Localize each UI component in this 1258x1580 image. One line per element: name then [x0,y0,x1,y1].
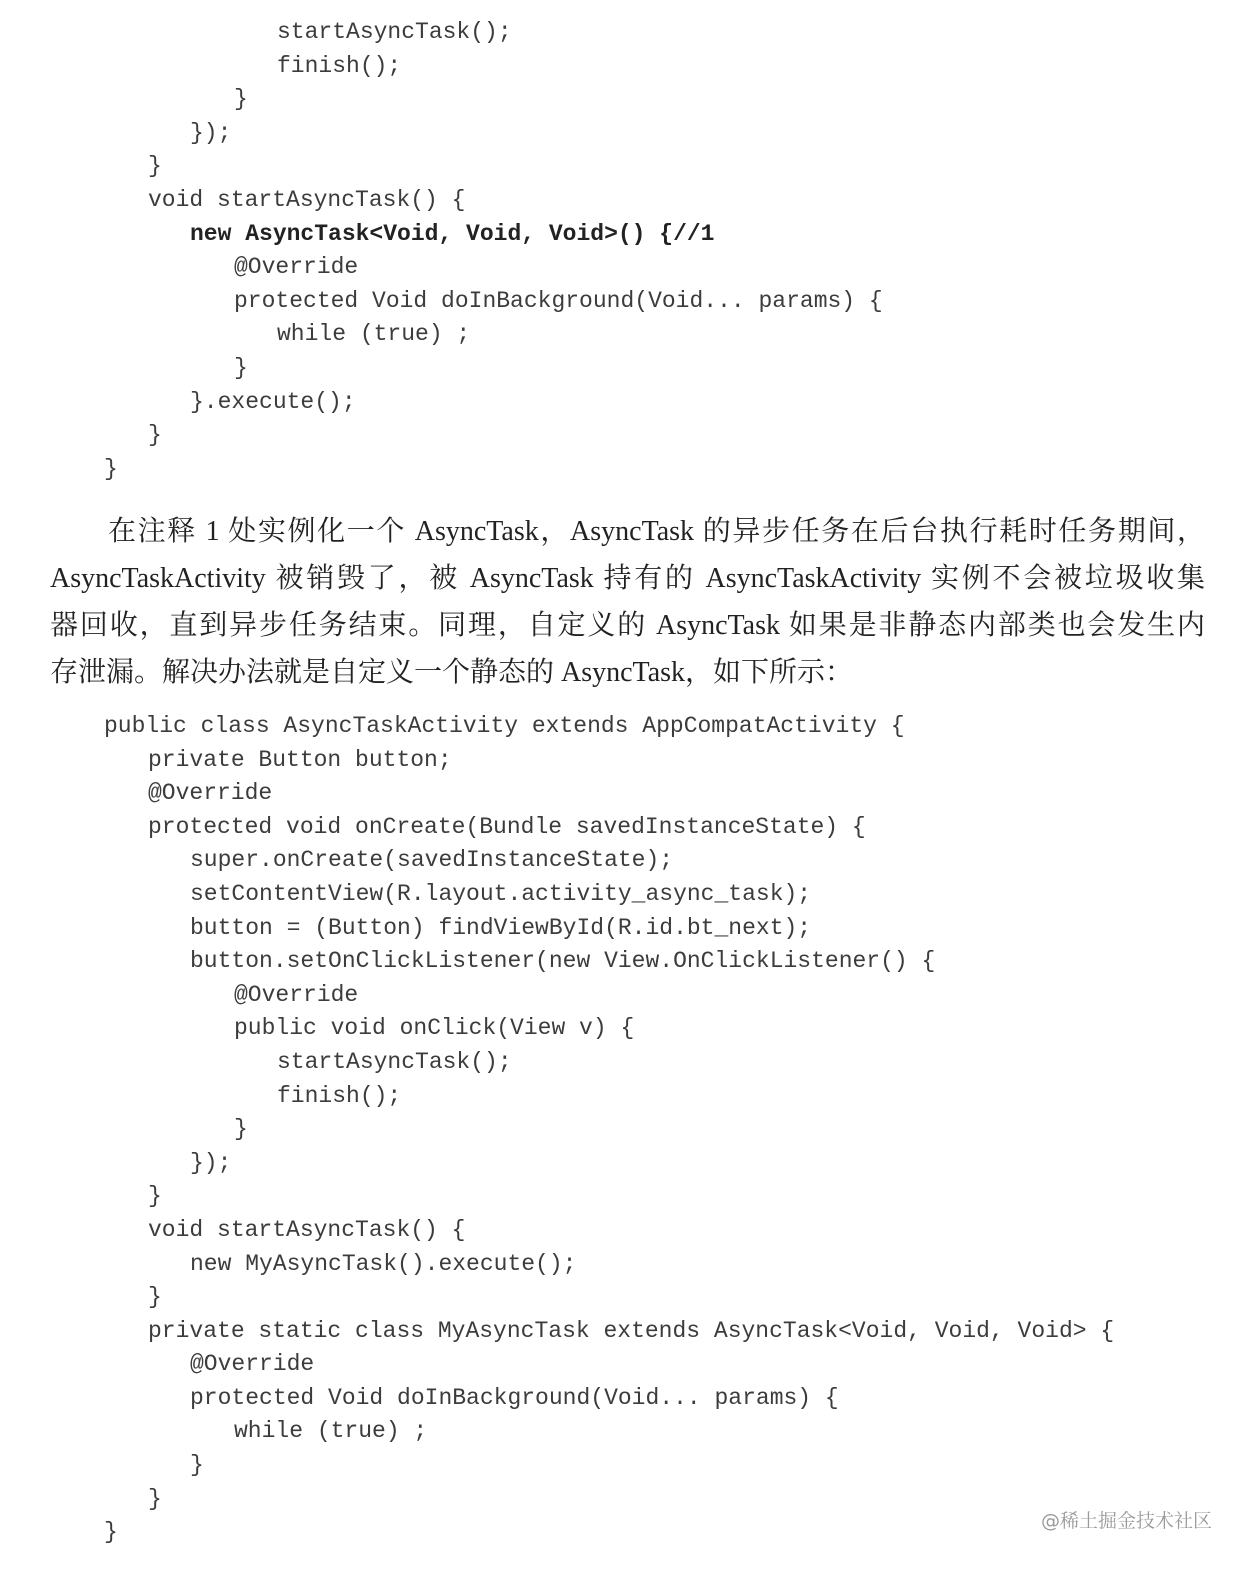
code-line: finish(); [277,52,402,79]
code-line: button.setOnClickListener(new View.OnClickListener() { [190,948,936,975]
code-line-highlighted: new AsyncTask<Void, Void, Void>() {//1 [190,220,715,247]
code-line: private static class MyAsyncTask extends AsyncTask<Void, Void, Void> { [148,1317,1115,1344]
code-line: void startAsyncTask() { [148,1216,466,1243]
paragraph-line: AsyncTaskActivity 被销毁了，被 AsyncTask 持有的 AsyncTaskActivity 实例不会被垃圾收集 [50,563,1205,594]
code-line: @Override [234,254,359,281]
code-line: new MyAsyncTask().execute(); [190,1250,577,1277]
code-line: protected void onCreate(Bundle savedInstanceState) { [148,813,866,840]
code-line: startAsyncTask(); [277,1048,512,1075]
code-line: @Override [190,1351,315,1378]
code-line: } [190,1452,204,1479]
code-line: protected Void doInBackground(Void... params) { [234,287,883,314]
code-line: }); [190,1149,232,1176]
code-line: } [148,1284,162,1311]
code-line: @Override [148,780,273,807]
code-line: button = (Button) findViewById(R.id.bt_next); [190,914,812,941]
code-line: } [234,1116,248,1143]
code-line: @Override [234,981,359,1008]
code-line: } [234,86,248,113]
code-line: while (true) ; [277,321,471,348]
code-line: void startAsyncTask() { [148,186,466,213]
code-block-1 [104,16,883,486]
code-line: } [104,455,118,482]
code-line: }); [190,119,232,146]
code-block-2 [104,710,1114,1550]
code-line: while (true) ; [234,1418,428,1445]
paragraph-line: 器回收，直到异步任务结束。同理，自定义的 AsyncTask 如果是非静态内部类也会发生内 [50,610,1205,641]
code-line: } [148,1485,162,1512]
code-line: public void onClick(View v) { [234,1015,635,1042]
code-line: protected Void doInBackground(Void... params) { [190,1384,839,1411]
code-line: finish(); [277,1082,402,1109]
code-line: public class AsyncTaskActivity extends AppCompatActivity { [104,713,905,739]
code-line: } [148,422,162,449]
code-line: setContentView(R.layout.activity_async_task); [190,880,812,907]
body-paragraph [50,508,1205,696]
code-line: startAsyncTask(); [277,19,512,45]
paragraph-line: 在注释 1 处实例化一个 AsyncTask，AsyncTask 的异步任务在后台执行耗时任务期间， [108,516,1205,547]
code-line: } [104,1519,118,1546]
code-line: } [234,354,248,381]
code-line: private Button button; [148,746,452,773]
watermark: @稀土掘金技术社区 [1040,1510,1212,1532]
paragraph-line: 存泄漏。解决办法就是自定义一个静态的 AsyncTask，如下所示： [50,657,854,688]
code-line: }.execute(); [190,388,356,415]
code-line: } [148,1183,162,1210]
code-line: } [148,153,162,180]
code-line: super.onCreate(savedInstanceState); [190,847,674,874]
